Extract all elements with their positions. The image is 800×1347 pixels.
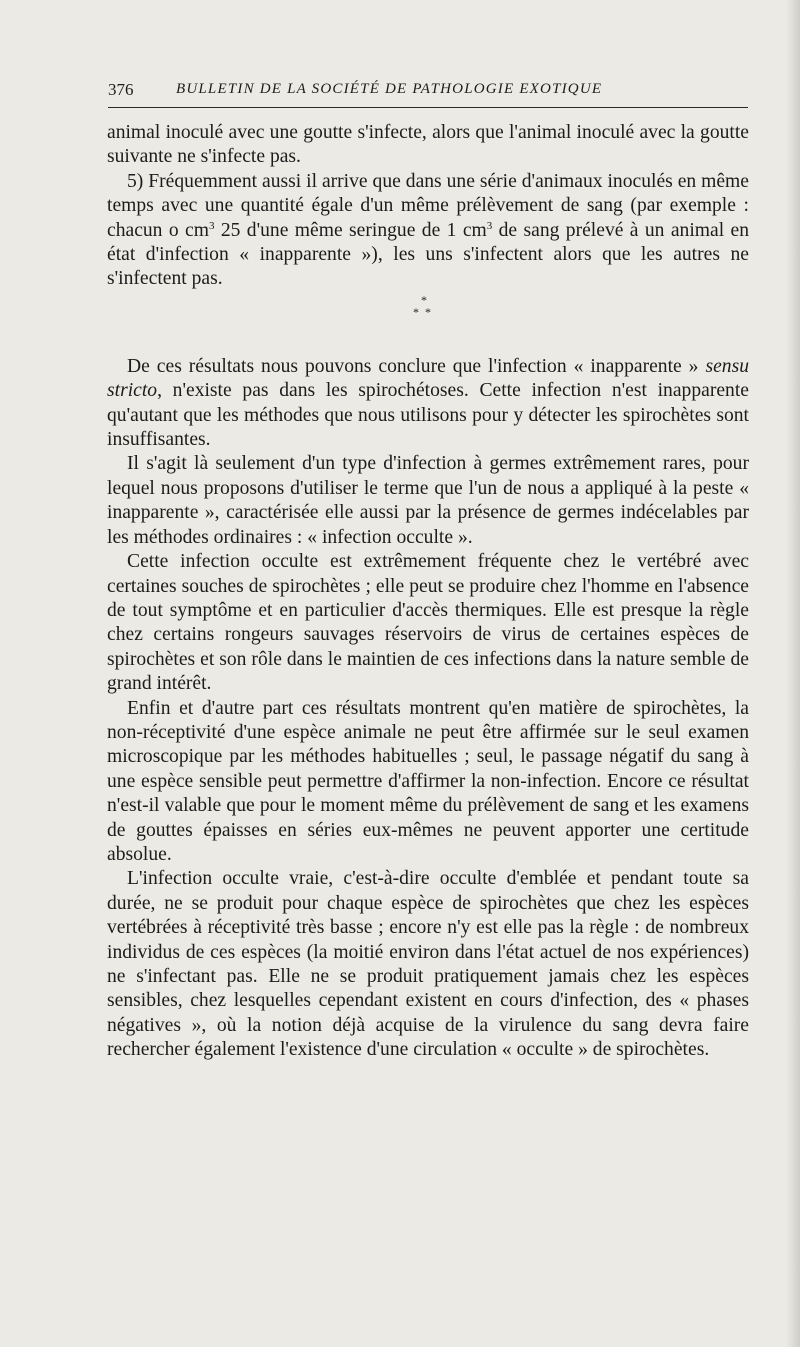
paragraph-5: Cette infection occulte est extrêmement fréquente chez le vertébré avec certaines souches de spirochètes ; elle peut se produire chez l'homme en l'absence de tout symptôme et en particulier d'accès thermiques. Elle est presque la règle chez certains rongeurs sauvages réservoirs de virus de certaines espèces de spirochètes et son rôle dans le maintien de ces infections dans la nature semble de grand intérêt. (107, 551, 749, 695)
page-edge-shadow (786, 0, 800, 1347)
separator-star-top: * (421, 292, 427, 307)
header-rule (108, 107, 748, 108)
paragraph-1: animal inoculé avec une goutte s'infecte, alors que l'animal inoculé avec la goutte suivante ne s'infecte pas. (107, 122, 749, 168)
paragraph-4: Il s'agit là seulement d'un type d'infection à germes extrêmement rares, pour lequel nous proposons d'utiliser le terme que l'un de nous a appliqué à la peste « inapparente », caractérisée elle aussi par la présence de germes indécelables par les méthodes ordinaires : « infection occulte ». (107, 453, 749, 548)
section-separator (107, 292, 749, 355)
separator-stars-bottom: ** (413, 304, 437, 319)
paragraph-3: De ces résultats nous pouvons conclure que l'infection « inapparente » sensu stricto, n'existe pas dans les spirochétoses. Cette infection n'est inapparente qu'autant que les méthodes que nous utilisons pour y détecter les spirochètes sont insuffisantes. (107, 355, 749, 451)
paragraph-6: Enfin et d'autre part ces résultats montrent qu'en matière de spirochètes, la non-réceptivité d'une espèce animale ne peut être affirmée sur le seul examen microscopique par les méthodes habituelles ; seul, le passage négatif du sang à une espèce sensible peut permettre d'affirmer la non-infection. Encore ce résultat n'est-il valable que pour le moment même du prélèvement de sang et les examens de gouttes épaisses en séries eux-mêmes ne peuvent apporter une certitude absolue. (107, 697, 749, 865)
body-text (107, 121, 749, 1063)
paragraph-7: L'infection occulte vraie, c'est-à-dire occulte d'emblée et pendant toute sa durée, ne se produit pour chaque espèce de spirochètes que chez les espèces vertébrées à réceptivité très basse ; encore n'y est elle pas la règle : de nombreux individus de ces espèces (la moitié environ dans l'état actuel de nos expériences) ne s'infectant pas. Elle ne se produit pratiquement jamais chez les espèces sensibles, chez lesquelles cependant existent en cours d'infection, des « phases négatives », où la notion déjà acquise de la virulence du sang devra faire rechercher également l'existence d'une circulation « occulte » de spirochètes. (107, 868, 749, 1061)
page-number: 376 (108, 80, 134, 99)
page-header (108, 80, 746, 102)
running-title: BULLETIN DE LA SOCIÉTÉ DE PATHOLOGIE EXOTIQUE (176, 81, 603, 97)
paragraph-2: 5) Fréquemment aussi il arrive que dans une série d'animaux inoculés en même temps avec une quantité égale d'un même prélèvement de sang (par exemple : chacun o $cm^3$ 25 d'une même seringue de 1 $cm^3$ de sang prélevé à un animal en état d'infection « inapparente »), les uns s'infectent alors que les autres ne s'infectent pas. (107, 170, 750, 290)
